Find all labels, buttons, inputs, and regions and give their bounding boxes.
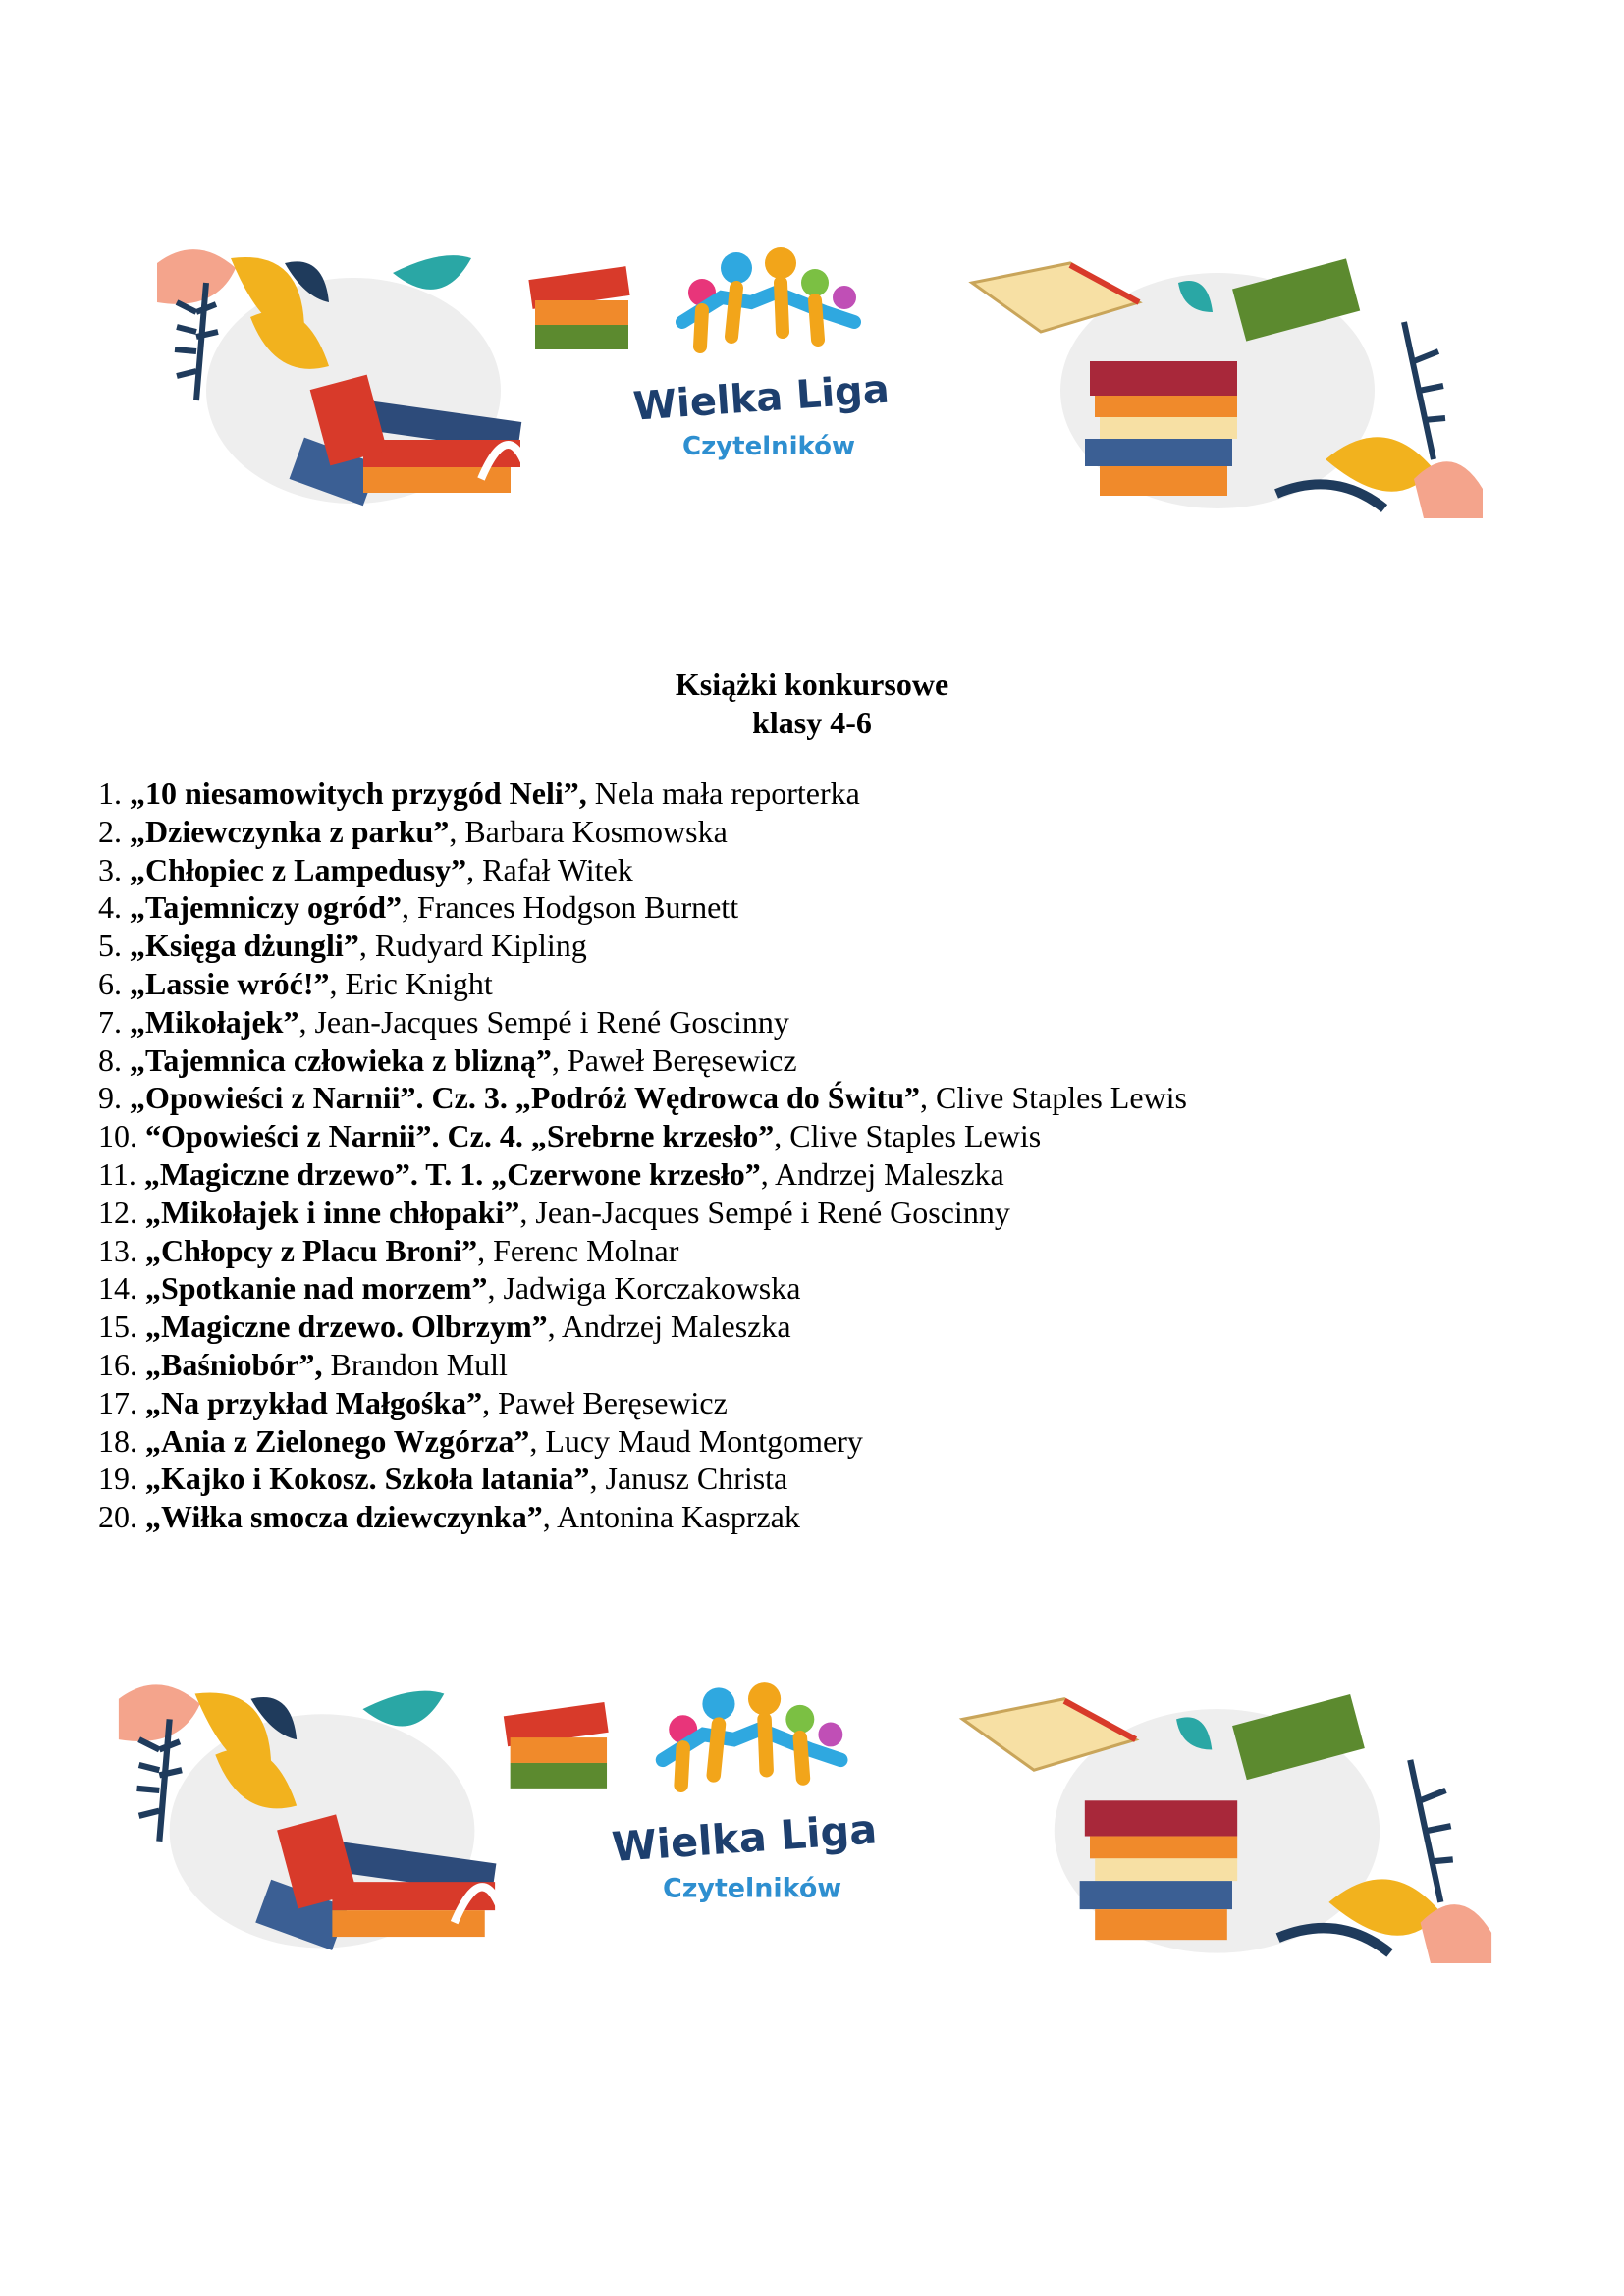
book-title: „Chłopiec z Lampedusy” (130, 851, 467, 887)
logo (611, 1682, 879, 1904)
list-item (98, 965, 1187, 1003)
leaf-icon (393, 255, 471, 290)
item-number: 8. (98, 1041, 122, 1078)
list-item (98, 1460, 1187, 1498)
item-number: 10. (98, 1118, 137, 1154)
list-item (98, 1232, 1187, 1270)
item-number: 2. (98, 813, 122, 849)
book-title: „Magiczne drzewo. Olbrzym” (145, 1308, 548, 1345)
list-item (98, 1003, 1187, 1041)
book-title: „Lassie wróć!” (130, 965, 330, 1001)
banner-illustration (98, 1679, 1512, 1963)
book-author: , Rudyard Kipling (358, 928, 587, 964)
banner-illustration (157, 243, 1483, 518)
book-author: , Clive Staples Lewis (920, 1080, 1187, 1116)
leaf-icon (362, 1691, 444, 1727)
item-number: 13. (98, 1232, 137, 1268)
logo-title: Wielka Liga (610, 1805, 879, 1872)
item-number: 6. (98, 965, 122, 1001)
fern-icon (1278, 1928, 1390, 1952)
logo-title: Wielka Liga (631, 366, 892, 430)
book-list (98, 774, 1187, 1536)
book-author: , Paweł Beręsewicz (482, 1384, 728, 1420)
page-title: Książki konkursowe (675, 667, 949, 702)
logo-subtitle: Czytelników (682, 432, 856, 461)
list-item (98, 1498, 1187, 1536)
bottom-banner (98, 1679, 1512, 1963)
list-item (98, 1422, 1187, 1461)
book-author: , Barbara Kosmowska (449, 813, 728, 849)
book-author: , Eric Knight (329, 965, 493, 1001)
list-item (98, 888, 1187, 927)
list-item (98, 1194, 1187, 1232)
fern-icon (1410, 1760, 1453, 1902)
list-item (98, 813, 1187, 851)
book-title: „Kajko i Kokosz. Szkoła latania” (145, 1461, 590, 1497)
book-title: „Opowieści z Narnii”. Cz. 3. „Podróż Wędrowca do Świtu” (130, 1080, 920, 1116)
book-author: , Andrzej Maleszka (760, 1155, 1004, 1192)
list-item (98, 1346, 1187, 1384)
book-author: , Jean-Jacques Sempé i René Goscinny (298, 1003, 789, 1040)
list-item (98, 1079, 1187, 1117)
item-number: 16. (98, 1346, 137, 1382)
book-author: , Antonina Kasprzak (542, 1499, 800, 1535)
book-title: „Księga dżungli” (130, 928, 359, 964)
list-item (98, 1308, 1187, 1346)
logo (632, 247, 892, 461)
list-item (98, 927, 1187, 965)
item-number: 14. (98, 1270, 137, 1307)
fern-icon (1276, 484, 1384, 508)
book-author: Brandon Mull (322, 1346, 508, 1382)
list-item (98, 1117, 1187, 1155)
book-author: , Clive Staples Lewis (774, 1118, 1042, 1154)
list-item (98, 1384, 1187, 1422)
item-number: 11. (98, 1155, 136, 1192)
book-author: , Ferenc Molnar (477, 1232, 679, 1268)
item-number: 1. (98, 775, 122, 811)
book-title: „Tajemnica człowieka z blizną” (130, 1041, 552, 1078)
item-number: 18. (98, 1422, 137, 1459)
book-author: , Lucy Maud Montgomery (529, 1422, 863, 1459)
book-title: „Na przykład Małgośka” (145, 1384, 483, 1420)
book-author: , Jean-Jacques Sempé i René Goscinny (519, 1194, 1010, 1230)
logo-subtitle: Czytelników (663, 1873, 842, 1904)
top-banner (157, 243, 1483, 518)
item-number: 4. (98, 889, 122, 926)
book-title: „Spotkanie nad morzem” (145, 1270, 488, 1307)
leaf-icon (157, 249, 236, 304)
item-number: 5. (98, 928, 122, 964)
book-title: „Ania z Zielonego Wzgórza” (145, 1422, 530, 1459)
book-title: “Opowieści z Narnii”. Cz. 4. „Srebrne krzesło” (145, 1118, 775, 1154)
list-item (98, 774, 1187, 813)
list-item (98, 1269, 1187, 1308)
book-title: „Baśniobór”, (145, 1346, 323, 1382)
item-number: 7. (98, 1003, 122, 1040)
book-title: „Mikołajek i inne chłopaki” (145, 1194, 520, 1230)
book-author: , Janusz Christa (589, 1461, 788, 1497)
book-author: Nela mała reporterka (586, 775, 860, 811)
book-title: „Mikołajek” (130, 1003, 299, 1040)
leaf-icon (119, 1684, 200, 1741)
list-item (98, 851, 1187, 889)
item-number: 15. (98, 1308, 137, 1345)
item-number: 19. (98, 1461, 137, 1497)
list-item (98, 1041, 1187, 1080)
book-title: „10 niesamowitych przygód Neli”, (130, 775, 587, 811)
book-title: „Tajemniczy ogród” (130, 889, 403, 926)
list-item (98, 1155, 1187, 1194)
book-title: „Magiczne drzewo”. T. 1. „Czerwone krzesło” (143, 1155, 761, 1192)
book-author: , Andrzej Maleszka (547, 1308, 791, 1345)
book-author: , Jadwiga Korczakowska (487, 1270, 801, 1307)
item-number: 9. (98, 1080, 122, 1116)
book-author: , Rafał Witek (466, 851, 633, 887)
item-number: 17. (98, 1384, 137, 1420)
book-title: „Dziewczynka z parku” (130, 813, 450, 849)
book-author: , Frances Hodgson Burnett (402, 889, 739, 926)
item-number: 3. (98, 851, 122, 887)
page-subtitle: klasy 4-6 (752, 705, 872, 740)
item-number: 12. (98, 1194, 137, 1230)
fern-icon (1404, 322, 1445, 459)
book-title: „Chłopcy z Placu Broni” (145, 1232, 478, 1268)
book-title: „Wiłka smocza dziewczynka” (145, 1499, 543, 1535)
item-number: 20. (98, 1499, 137, 1535)
book-author: , Paweł Beręsewicz (551, 1041, 797, 1078)
